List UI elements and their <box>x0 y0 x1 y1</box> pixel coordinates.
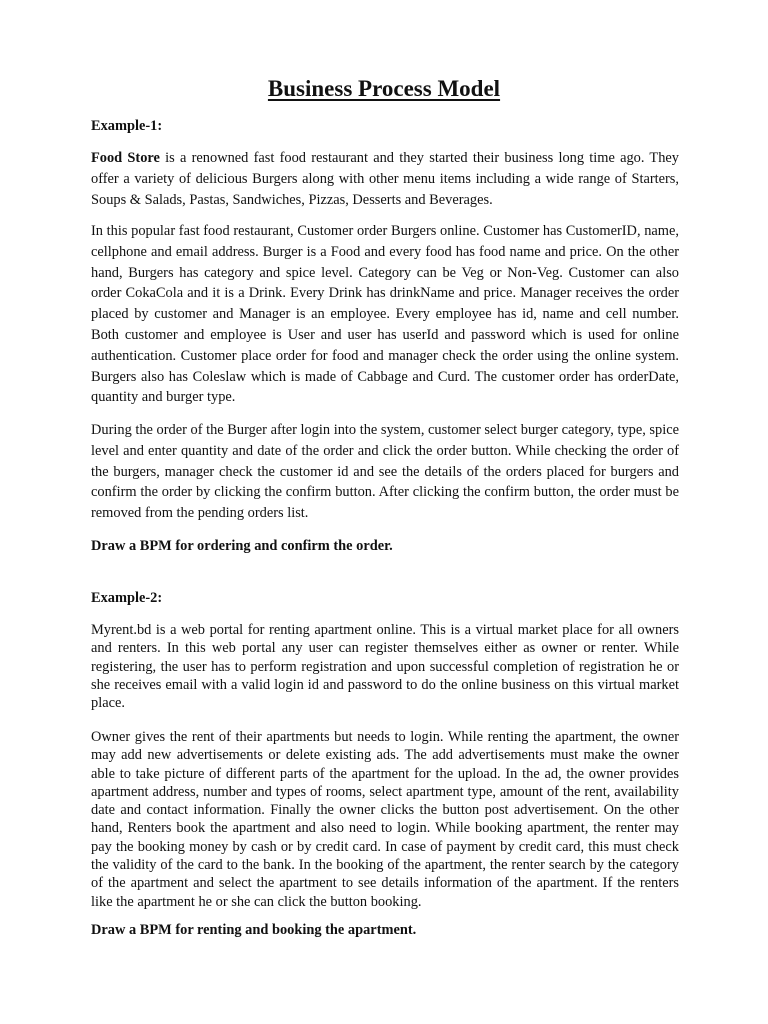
example-2-intro-paragraph: Myrent.bd is a web portal for renting apartment online. This is a virtual market place for all owners and renters. In this web portal any user can register themselves either as owner or renter. While registering, the user has to perform registration and upon successful completion of registration he or she receives email with a valid login id and password to do the online business on this virtual market place. <box>91 622 679 712</box>
example-1-task: Draw a BPM for ordering and confirm the order. <box>91 538 393 554</box>
example-1-heading: Example-1: <box>91 118 163 134</box>
example-1-intro-paragraph <box>91 148 679 210</box>
example-2-description-paragraph: Owner gives the rent of their apartments but needs to login. While renting the apartment, the owner may add new advertisements or delete existing ads. The add advertisements must make the owner able to take picture of different parts of the apartment for the upload. In the ad, the owner provides apartment address, number and types of rooms, select apartment type, amount of the rent, availability date and contact information. Finally the owner clicks the button post advertisement. On the other hand, Renters book the apartment and also need to login. While booking apartment, the renter may pay the booking money by cash or by credit card. In case of payment by credit card, this must check the validity of the card to the bank. In the booking of the apartment, the renter search by the category of the apartment and select the apartment to see details information of the apartment. If the renters like the apartment he or she can click the button booking. <box>91 729 679 910</box>
food-store-lead: Food Store <box>91 150 160 166</box>
example-1-description-paragraph: In this popular fast food restaurant, Customer order Burgers online. Customer has CustomerID, name, cellphone and email address. Burger is a Food and every food has food name and price. On the other hand, Burgers has category and spice level. Category can be Veg or Non-Veg. Customer can also order CokaCola and it is a Drink. Every Drink has drinkName and price. Manager receives the order placed by customer and Manager is an employee. Every employee has id, name and cell number. Both customer and employee is User and user has userId and password which is used for online authentication. Customer place order for food and manager check the order using the online system. Burgers also has Coleslaw which is made of Cabbage and Curd. The customer order has orderDate, quantity and burger type. <box>91 223 679 406</box>
example-2-task: Draw a BPM for renting and booking the apartment. <box>91 922 417 938</box>
intro-paragraph-text: is a renowned fast food restaurant and they started their business long time ago. They offer a variety of delicious Burgers along with other menu items including a wide range of Starters, Soups & Salads, Pastas, Sandwiches, Pizzas, Desserts and Beverages. <box>91 150 679 208</box>
document-title: Business Process Model <box>267 76 501 101</box>
example-2-heading: Example-2: <box>91 590 163 606</box>
example-1-process-paragraph: During the order of the Burger after login into the system, customer select burger category, type, spice level and enter quantity and date of the order and click the order button. While checking the order of the burgers, manager check the customer id and see the details of the orders placed for burgers and confirm the order by clicking the confirm button. After clicking the confirm button, the order must be removed from the pending orders list. <box>91 422 679 522</box>
